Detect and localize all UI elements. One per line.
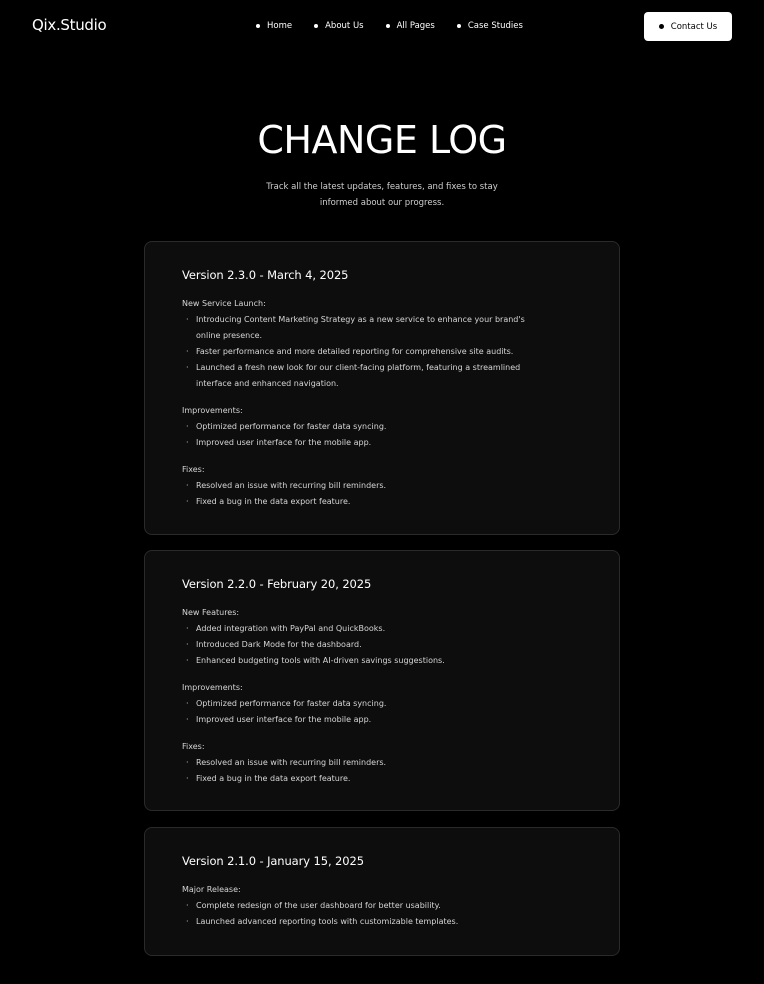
list-item: · Improved user interface for the mobile app. bbox=[182, 712, 582, 728]
list-item: · Enhanced budgeting tools with AI-driven savings suggestions. bbox=[182, 653, 582, 669]
nav-link-label: All Pages bbox=[396, 21, 435, 31]
section-label: Improvements: bbox=[182, 406, 243, 415]
changelog-card bbox=[144, 241, 620, 535]
nav-link-all-pages[interactable] bbox=[386, 21, 435, 31]
list-item: · Complete redesign of the user dashboard for better usability. bbox=[182, 898, 582, 914]
nav-link-label: Case Studies bbox=[467, 21, 523, 31]
nav-link-label: Home bbox=[267, 21, 293, 31]
section-label: New Features: bbox=[182, 608, 240, 617]
list-item: · Optimized performance for faster data syncing. bbox=[182, 419, 582, 435]
list-item: · Fixed a bug in the data export feature. bbox=[182, 494, 582, 510]
changelog-card bbox=[144, 827, 620, 956]
page-subtitle: Track all the latest updates, features, and fixes to stay informed about our progress. bbox=[266, 182, 498, 208]
changelog-card bbox=[144, 550, 620, 811]
changelog-section bbox=[182, 296, 582, 392]
section-label: Improvements: bbox=[182, 683, 243, 692]
contact-us-label: Contact Us bbox=[670, 21, 718, 32]
nav-link-home[interactable] bbox=[256, 21, 292, 31]
changelog-section bbox=[182, 739, 582, 787]
contact-us-button[interactable] bbox=[644, 12, 732, 41]
list-item: · Improved user interface for the mobile app. bbox=[182, 435, 582, 451]
logo[interactable]: Qix.Studio bbox=[32, 16, 107, 34]
bullet-icon bbox=[659, 24, 664, 29]
section-label: Major Release: bbox=[182, 885, 241, 894]
list-item: · Launched a fresh new look for our client-facing platform, featuring a streamlined interface and enhanced navigation. bbox=[182, 360, 582, 392]
list-item: · Introducing Content Marketing Strategy as a new service to enhance your brand's online presence. bbox=[182, 312, 582, 344]
list-item: · Added integration with PayPal and QuickBooks. bbox=[182, 621, 582, 637]
page-title: CHANGE LOG bbox=[257, 118, 507, 162]
section-label: Fixes: bbox=[182, 742, 205, 751]
changelog-section bbox=[182, 403, 582, 451]
list-item: · Introduced Dark Mode for the dashboard. bbox=[182, 637, 582, 653]
version-title: Version 2.2.0 - February 20, 2025 bbox=[182, 577, 372, 591]
bullet-icon bbox=[256, 24, 260, 28]
version-title: Version 2.3.0 - March 4, 2025 bbox=[182, 268, 349, 282]
list-item: · Resolved an issue with recurring bill reminders. bbox=[182, 755, 582, 771]
changelog-section bbox=[182, 462, 582, 510]
nav-link-label: About Us bbox=[325, 21, 364, 31]
changelog-section bbox=[182, 882, 582, 930]
list-item: · Resolved an issue with recurring bill reminders. bbox=[182, 478, 582, 494]
nav-link-case-studies[interactable] bbox=[457, 21, 523, 31]
list-item: · Fixed a bug in the data export feature. bbox=[182, 771, 582, 787]
list-item: · Optimized performance for faster data syncing. bbox=[182, 696, 582, 712]
section-label: Fixes: bbox=[182, 465, 205, 474]
section-label: New Service Launch: bbox=[182, 299, 266, 308]
changelog-section bbox=[182, 605, 582, 669]
top-navigation bbox=[0, 0, 764, 54]
list-item: · Launched advanced reporting tools with customizable templates. bbox=[182, 914, 582, 930]
changelog-section bbox=[182, 680, 582, 728]
nav-link-about-us[interactable] bbox=[314, 21, 363, 31]
bullet-icon bbox=[457, 24, 461, 28]
nav-links bbox=[256, 21, 545, 31]
bullet-icon bbox=[386, 24, 390, 28]
list-item: · Faster performance and more detailed reporting for comprehensive site audits. bbox=[182, 344, 582, 360]
bullet-icon bbox=[314, 24, 318, 28]
version-title: Version 2.1.0 - January 15, 2025 bbox=[182, 854, 364, 868]
